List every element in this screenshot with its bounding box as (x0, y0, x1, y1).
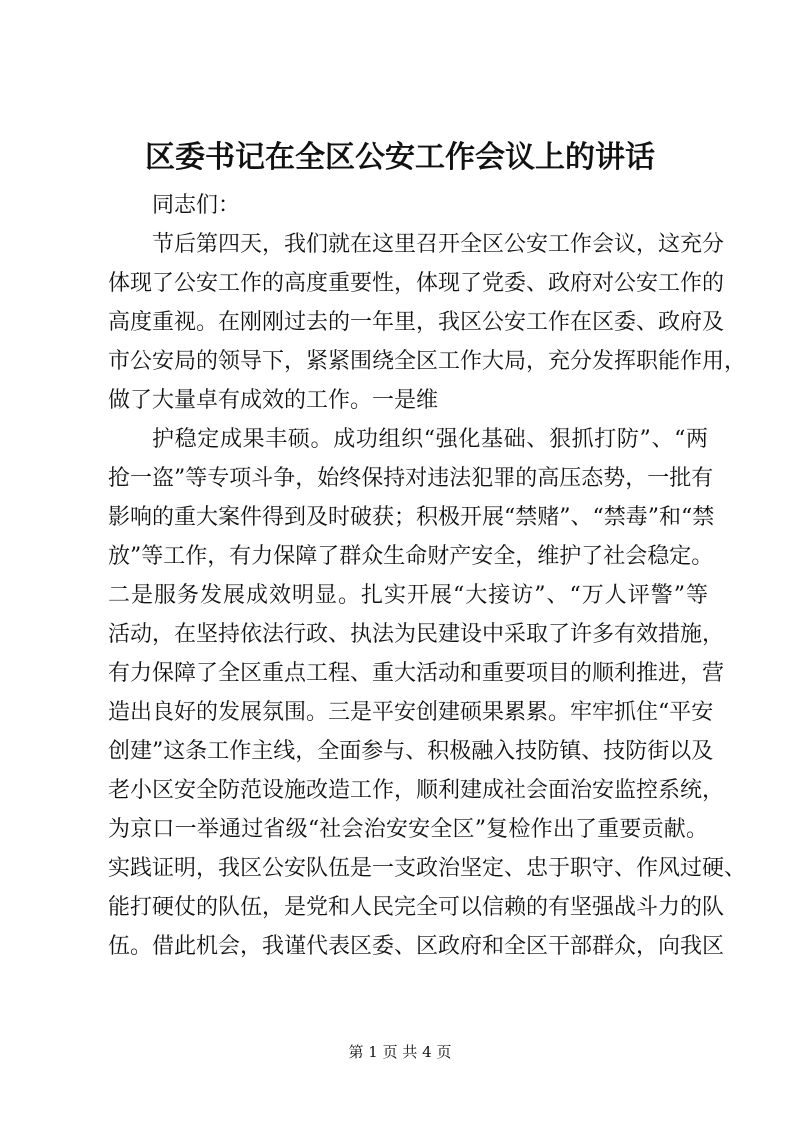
body-line: 能打硬仗的队伍，是党和人民完全可以信赖的有坚强战斗力的队 (108, 895, 725, 920)
body-line: 造出良好的发展氛围。三是平安创建硕果累累。牢牢抓住“平安 (108, 700, 714, 725)
document-body (108, 186, 747, 966)
body-line: 放”等工作，有力保障了群众生命财产安全，维护了社会稳定。 (108, 544, 714, 569)
document-title: 区委书记在全区公安工作会议上的讲话 (145, 140, 655, 175)
body-line: 抢一盗”等专项斗争，始终保持对违法犯罪的高压态势，一批有 (108, 466, 714, 491)
body-line: 为京口一举通过省级“社会治安安全区”复检作出了重要贡献。 (108, 817, 708, 842)
body-line: 实践证明，我区公安队伍是一支政治坚定、忠于职守、作风过硬、 (108, 856, 747, 881)
body-line: 节后第四天，我们就在这里召开全区公安工作会议，这充分 (152, 232, 725, 257)
salutation-line: 同志们： (152, 193, 241, 218)
body-line: 活动，在坚持依法行政、执法为民建设中采取了许多有效措施， (108, 622, 725, 647)
body-line: 高度重视。在刚刚过去的一年里，我区公安工作在区委、政府及 (108, 310, 725, 335)
body-line: 做了大量卓有成效的工作。一是维 (108, 388, 439, 413)
body-line: 伍。借此机会，我谨代表区委、区政府和全区干部群众，向我区 (108, 934, 725, 959)
body-line: 老小区安全防范设施改造工作，顺利建成社会面治安监控系统， (108, 778, 725, 803)
page-footer: 第 1 页 共 4 页 (348, 1043, 452, 1061)
body-line: 护稳定成果丰硕。成功组织“强化基础、狠抓打防”、“两 (152, 427, 708, 452)
body-line: 创建”这条工作主线，全面参与、积极融入技防镇、技防街以及 (108, 739, 714, 764)
body-line: 有力保障了全区重点工程、重大活动和重要项目的顺利推进，营 (108, 661, 725, 686)
body-line: 影响的重大案件得到及时破获；积极开展“禁赌”、“禁毒”和“禁 (108, 505, 715, 530)
body-line: 市公安局的领导下，紧紧围绕全区工作大局，充分发挥职能作用， (108, 349, 747, 374)
body-line: 体现了公安工作的高度重要性，体现了党委、政府对公安工作的 (108, 271, 725, 296)
body-line: 二是服务发展成效明显。扎实开展“大接访”、“万人评警”等 (108, 583, 708, 608)
